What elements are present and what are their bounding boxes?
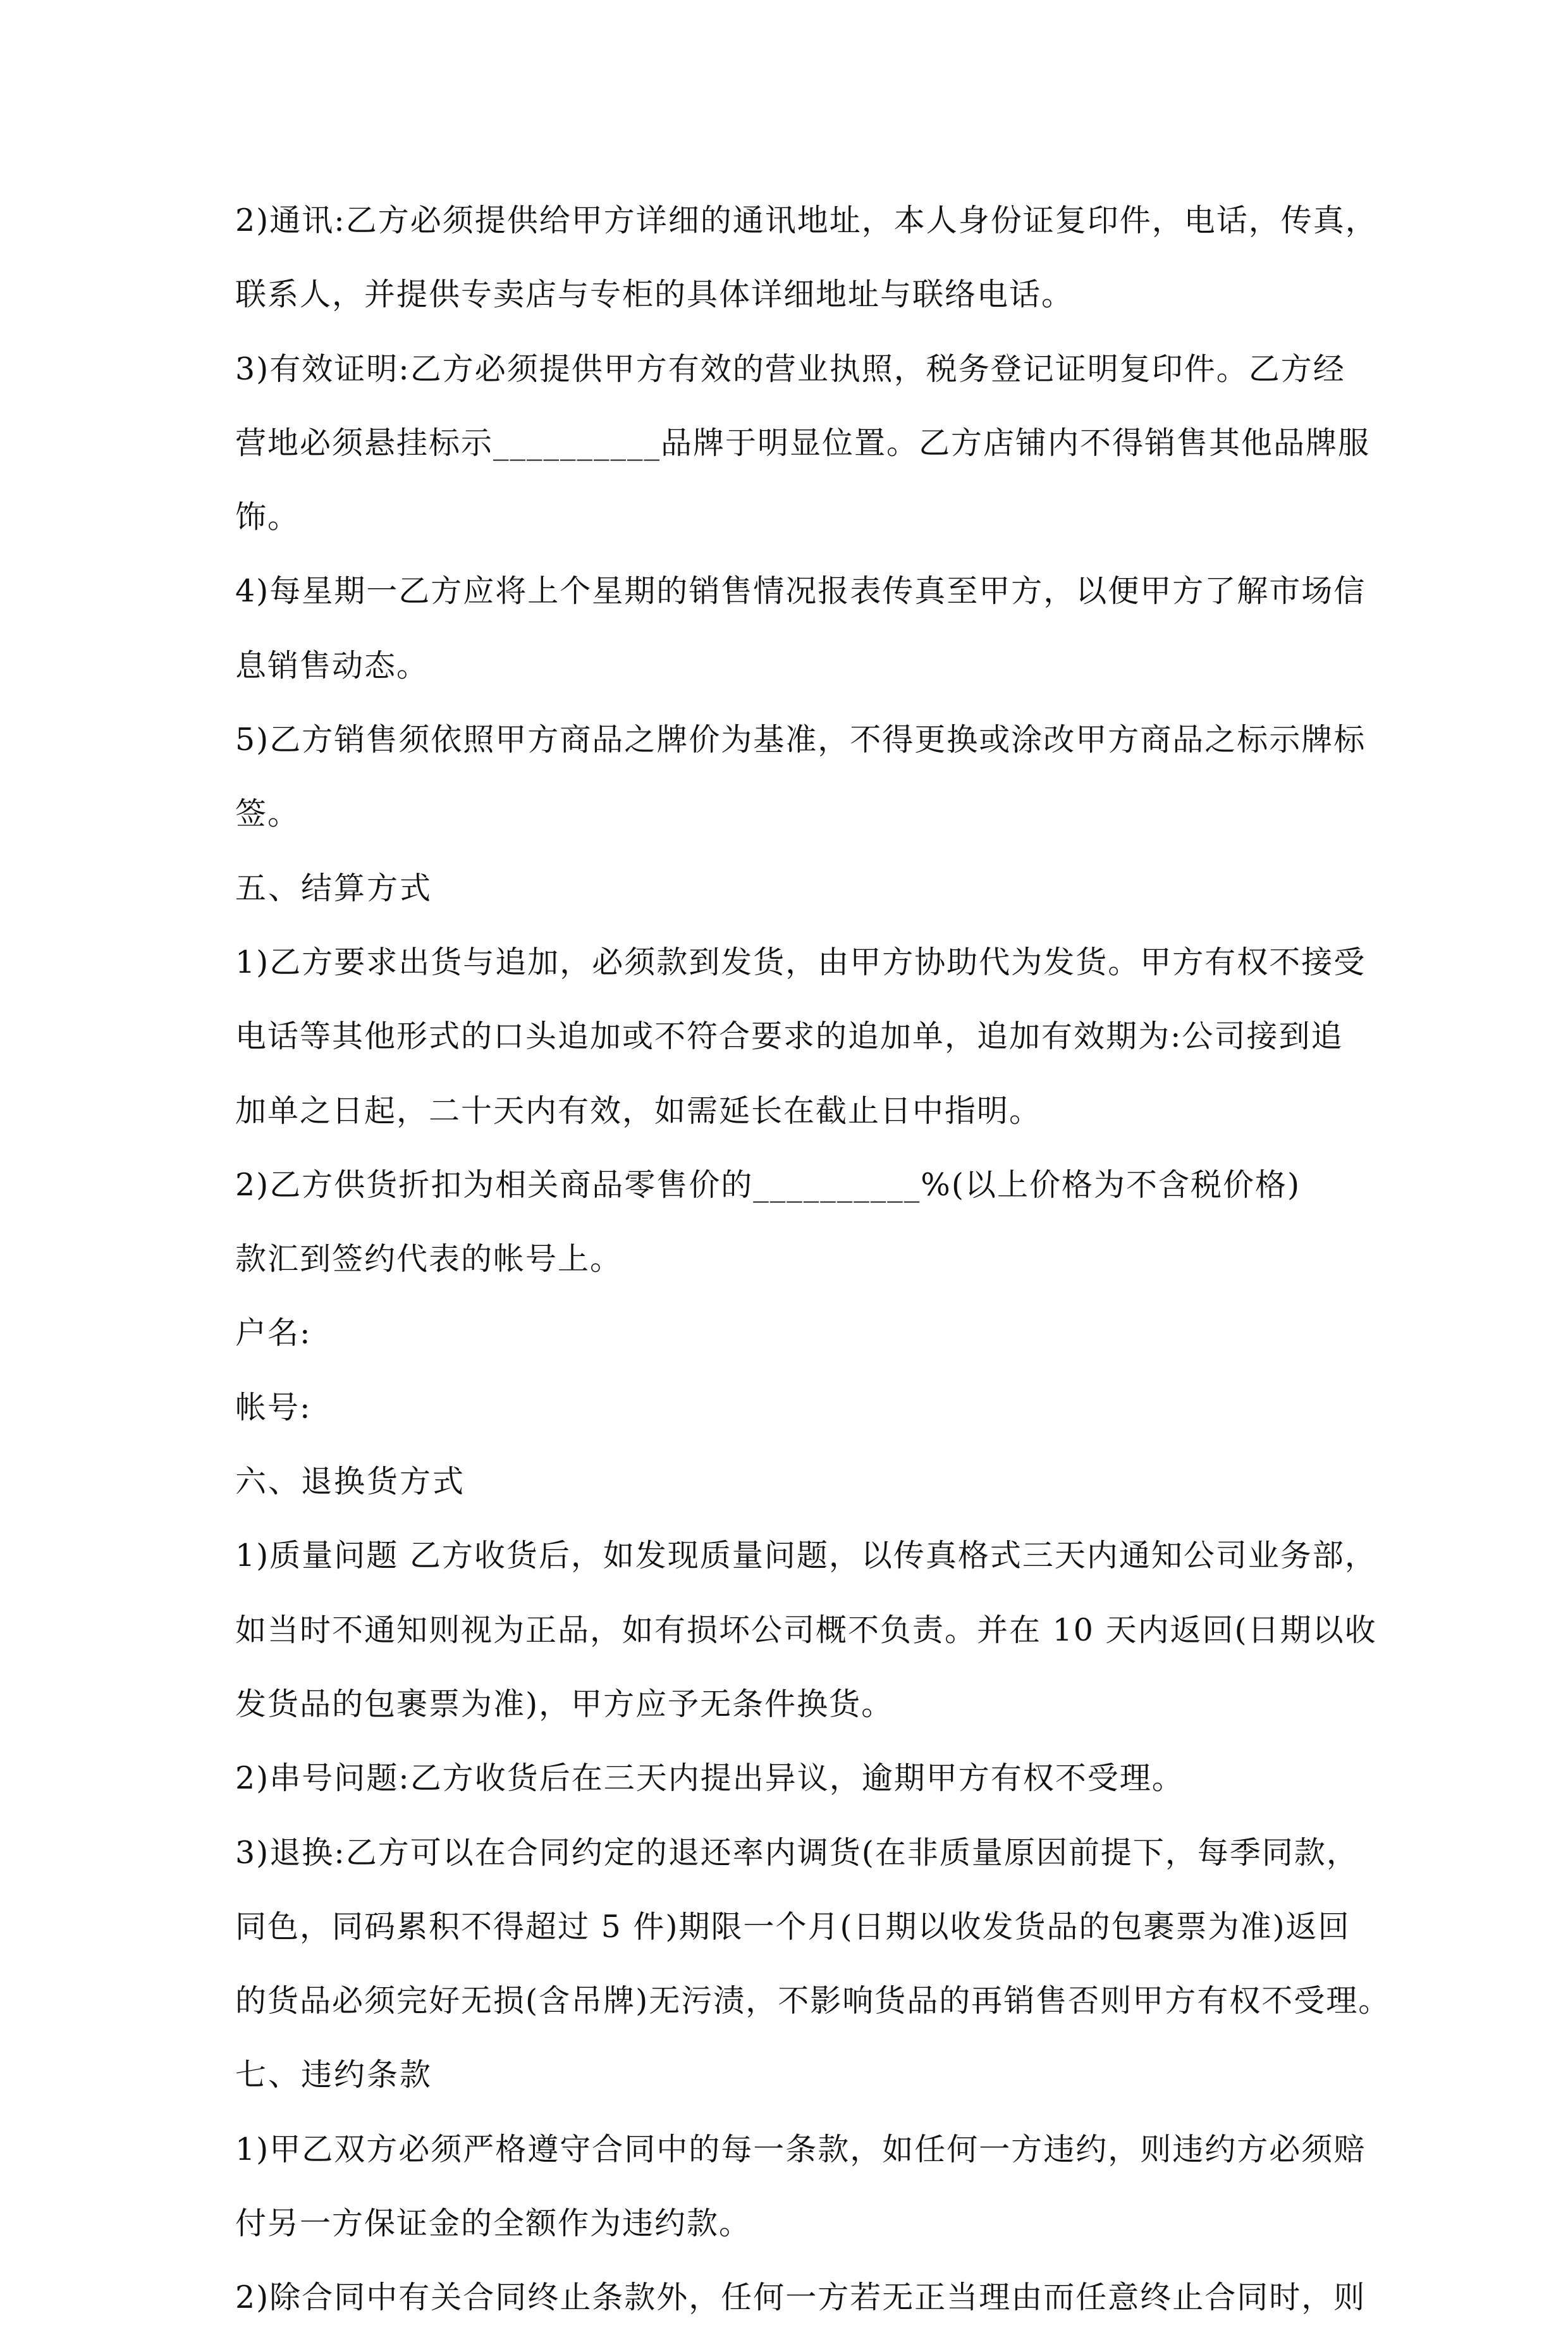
section-heading-breach: 七、违约条款 <box>235 2057 433 2093</box>
account-number-label: 帐号: <box>235 1389 312 1426</box>
clause-line: 同色，同码累积不得超过 5 件)期限一个月(日期以收发货品的包裹票为准)返回 <box>235 1908 1351 1945</box>
clause-line: 1)乙方要求出货与追加，必须款到发货，由甲方协助代为发货。甲方有权不接受 <box>235 944 1366 980</box>
account-name-label: 户名: <box>235 1315 312 1352</box>
clause-line: 签。 <box>235 796 300 832</box>
clause-line: 付另一方保证金的全额作为违约款。 <box>235 2205 752 2242</box>
clause-line: 2)通讯:乙方必须提供给甲方详细的通讯地址，本人身份证复印件，电话，传真， <box>235 202 1378 238</box>
clause-line: 1)甲乙双方必须严格遵守合同中的每一条款，如任何一方违约，则违约方必须赔 <box>235 2131 1366 2167</box>
clause-line: 加单之日起，二十天内有效，如需延长在截止日中指明。 <box>235 1092 1042 1129</box>
clause-line: 营地必须悬挂标示__________品牌于明显位置。乙方店铺内不得销售其他品牌服 <box>235 424 1371 461</box>
clause-line: 2)除合同中有关合同终止条款外，任何一方若无正当理由而任意终止合同时，则 <box>235 2279 1366 2316</box>
clause-line: 3)退换:乙方可以在合同约定的退还率内调货(在非质量原因前提下，每季同款， <box>235 1834 1359 1871</box>
section-heading-returns: 六、退换货方式 <box>235 1463 466 1500</box>
clause-line: 电话等其他形式的口头追加或不符合要求的追加单，追加有效期为:公司接到追 <box>235 1018 1344 1055</box>
clause-line: 的货品必须完好无损(含吊牌)无污渍，不影响货品的再销售否则甲方有权不受理。 <box>235 1983 1391 2019</box>
clause-line: 5)乙方销售须依照甲方商品之牌价为基准，不得更换或涂改甲方商品之标示牌标 <box>235 722 1366 758</box>
clause-line: 2)乙方供货折扣为相关商品零售价的__________%(以上价格为不含税价格) <box>235 1166 1301 1203</box>
clause-line: 款汇到签约代表的帐号上。 <box>235 1241 623 1278</box>
clause-line: 1)质量问题 乙方收货后，如发现质量问题，以传真格式三天内通知公司业务部， <box>235 1537 1377 1574</box>
clause-line: 3)有效证明:乙方必须提供甲方有效的营业执照，税务登记证明复印件。乙方经 <box>235 350 1345 387</box>
clause-line: 如当时不通知则视为正品，如有损坏公司概不负责。并在 10 天内返回(日期以收 <box>235 1611 1377 1648</box>
clause-line: 饰。 <box>235 499 300 536</box>
section-heading-settlement: 五、结算方式 <box>235 870 433 906</box>
document-body <box>235 183 1391 2335</box>
clause-line: 息销售动态。 <box>235 647 429 684</box>
clause-line: 2)串号问题:乙方收货后在三天内提出异议，逾期甲方有权不受理。 <box>235 1760 1184 1797</box>
clause-line: 发货品的包裹票为准)，甲方应予无条件换货。 <box>235 1685 894 1722</box>
clause-line: 4)每星期一乙方应将上个星期的销售情况报表传真至甲方，以便甲方了解市场信 <box>235 573 1366 610</box>
clause-line: 联系人，并提供专卖店与专柜的具体详细地址与联络电话。 <box>235 276 1074 313</box>
